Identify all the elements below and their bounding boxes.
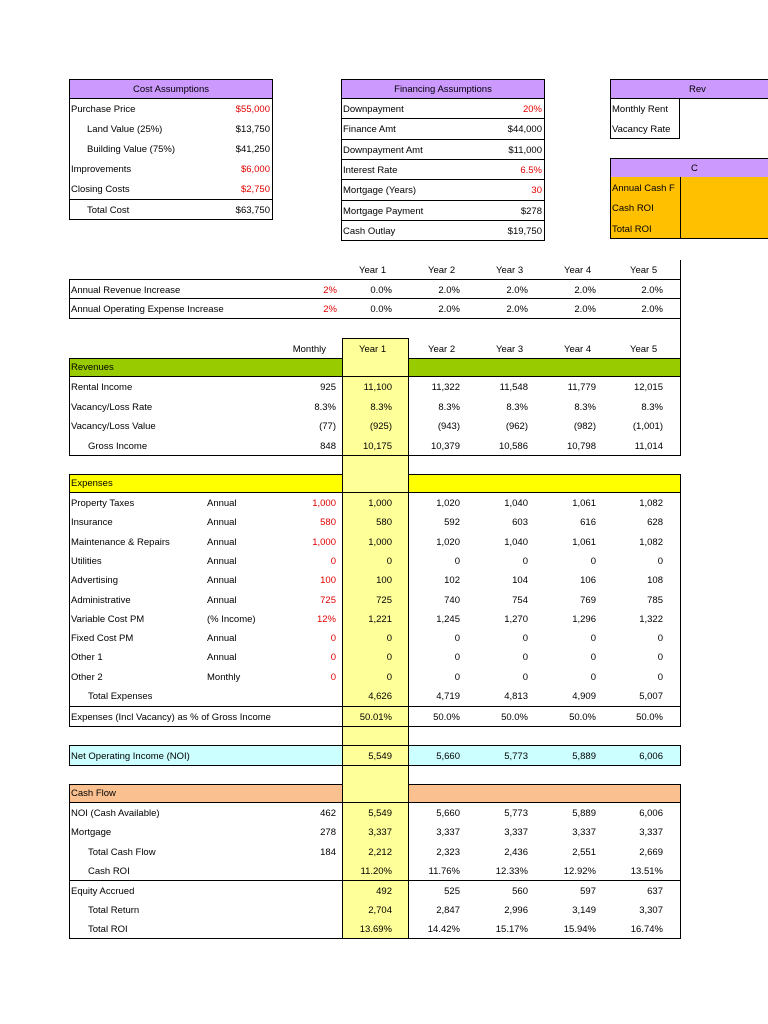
revenue-row-year-value: (982) [573, 421, 596, 432]
financing-row-value: 20% [522, 104, 542, 115]
expense-row-frequency: Monthly [207, 671, 241, 683]
expense-row-year-value: 1,000 [368, 536, 392, 548]
expense-row-input: 0 [330, 555, 336, 567]
revenue-assumptions-title: Rev [689, 84, 706, 95]
annual-cash-flow-label: Annual Cash F [612, 183, 675, 194]
cashflow-row-year-value: 492 [376, 885, 392, 897]
expense-row-input: 0 [330, 652, 336, 664]
revenue-row-monthly: 8.3% [314, 401, 336, 413]
expense-row-year-value: 0 [386, 671, 392, 683]
expense-row-year-value: 0 [522, 633, 528, 645]
cost-row-value: $2,750 [240, 184, 270, 195]
revenue-row-year-value: 11,322 [431, 382, 460, 393]
expense-row-input: 12% [316, 613, 336, 625]
revenue-row-year-value: 8.3% [574, 401, 596, 413]
revenue-row-year-value: 10,798 [566, 440, 596, 452]
expense-row-year-value: 0 [590, 671, 596, 683]
revenue-row-year-value: 11,100 [363, 382, 392, 393]
cashflow-row-year-value: 5,549 [368, 808, 392, 819]
increase-row-divider [69, 298, 681, 299]
expense-row-year-value: 1,296 [572, 613, 596, 625]
financing-row-value: 6.5% [520, 164, 542, 176]
cost-assumptions-header [69, 79, 273, 99]
main-year-header: Year 5 [630, 344, 658, 355]
cashflow-row-year-value: 2,669 [639, 846, 663, 858]
expense-pct-value: 50.0% [569, 712, 596, 723]
cashflow-row-year-value: 637 [647, 885, 663, 897]
expense-row-label: Administrative [71, 594, 131, 606]
cost-row-label: Improvements [71, 164, 132, 175]
total-expenses-value: 4,909 [572, 691, 596, 702]
cost-row-label: Land Value (25%) [87, 124, 163, 135]
cost-row-label: Purchase Price [71, 104, 136, 115]
increase-row-input: 2% [323, 304, 337, 315]
cash-summary-title: C [691, 163, 698, 174]
expense-row-year-value: 580 [376, 517, 392, 529]
expense-pct-value: 50.0% [501, 712, 528, 723]
cost-row-value: $6,000 [240, 164, 270, 175]
cashflow-row-label: Mortgage [71, 827, 112, 839]
financing-row-label: Finance Amt [343, 124, 396, 136]
increase-row-value: 2.0% [641, 304, 663, 315]
cashflow-row-year-value: 3,337 [368, 827, 392, 839]
financing-row-label: Cash Outlay [343, 225, 396, 237]
main-year-header: Year 2 [428, 344, 456, 355]
cashflow-row-year-value: 2,704 [368, 905, 392, 916]
cashflow-row-monthly: 462 [320, 808, 336, 819]
expense-row-input: 100 [320, 575, 336, 587]
revenue-row-year-value: 8.3% [370, 401, 392, 413]
expense-row-year-value: 0 [454, 633, 460, 645]
expense-row-year-value: 0 [657, 633, 663, 645]
increase-table-right-edge [680, 260, 681, 320]
cashflow-row-year-value: 5,660 [436, 808, 460, 819]
noi-value: 6,006 [639, 751, 663, 762]
revenue-row-year-value: (925) [369, 421, 392, 432]
noi-label: Net Operating Income (NOI) [71, 751, 190, 762]
expense-row-label: Other 2 [71, 671, 103, 683]
noi-value: 5,660 [436, 751, 460, 762]
increase-row-value: 2.0% [438, 285, 460, 296]
revenue-row-year-value: 10,586 [498, 440, 528, 452]
cashflow-row-year-value: 3,307 [639, 905, 663, 916]
expense-row-year-value: 603 [512, 517, 528, 529]
revenue-row-year-value: 10,175 [362, 440, 392, 452]
cashflow-row-year-value: 3,337 [572, 827, 596, 839]
expense-row-frequency: Annual [207, 594, 237, 606]
financing-row-value: $19,750 [507, 225, 542, 237]
expense-row-input: 1,000 [312, 498, 336, 509]
revenues-title: Revenues [71, 362, 114, 373]
revenue-row-label: Vacancy/Loss Rate [71, 401, 153, 413]
increase-year-header: Year 3 [496, 265, 524, 276]
expense-row-year-value: 0 [386, 652, 392, 664]
total-expenses-value: 4,813 [504, 691, 528, 702]
cash-roi-label: Cash ROI [612, 203, 654, 214]
expense-row-frequency: Annual [207, 575, 237, 587]
cashflow-row-year-value: 13.51% [630, 865, 663, 877]
cashflow-row-label: Equity Accrued [71, 885, 135, 897]
revenue-row-year-value: (1,001) [632, 421, 663, 432]
expense-row-input: 0 [330, 633, 336, 645]
cost-row-value: $13,750 [235, 124, 270, 135]
revenue-row-label: Gross Income [88, 440, 148, 452]
cashflow-row-label: NOI (Cash Available) [71, 808, 160, 819]
cash-summary-header [610, 158, 768, 178]
expense-row-year-value: 592 [444, 517, 460, 529]
expense-row-year-value: 769 [580, 594, 596, 606]
increase-row-input: 2% [323, 285, 337, 296]
noi-value: 5,549 [368, 751, 392, 762]
expenses-pct-divider [69, 706, 681, 707]
cashflow-row-label: Total ROI [88, 924, 128, 936]
increase-year-header: Year 1 [359, 265, 387, 276]
cashflow-row-year-value: 12.33% [495, 865, 528, 877]
expense-row-year-value: 0 [522, 555, 528, 567]
expense-row-label: Utilities [71, 555, 102, 567]
expense-row-year-value: 102 [444, 575, 460, 587]
financing-row-label: Downpayment Amt [343, 144, 423, 156]
revenue-row-monthly: 925 [320, 382, 336, 393]
noi-value: 5,889 [572, 751, 596, 762]
expense-row-input: 725 [320, 594, 336, 606]
expense-row-input: 580 [320, 517, 336, 529]
expense-row-year-value: 740 [444, 594, 460, 606]
increase-row-label: Annual Operating Expense Increase [71, 304, 224, 315]
cashflow-row-year-value: 2,551 [572, 846, 596, 858]
cashflow-row-year-value: 12.92% [563, 865, 596, 877]
revenue-row-monthly: (77) [319, 421, 336, 432]
expenses-title: Expenses [71, 478, 113, 489]
increase-year-header: Year 2 [428, 265, 456, 276]
revenue-row-year-value: 8.3% [438, 401, 460, 413]
cashflow-row-label: Total Return [88, 905, 140, 916]
financing-row-divider [341, 200, 545, 201]
cashflow-row-monthly: 278 [320, 827, 336, 839]
revenue-row-year-value: 8.3% [641, 401, 663, 413]
cashflow-row-year-value: 2,847 [436, 905, 460, 916]
expense-row-year-value: 1,040 [504, 536, 528, 548]
expense-row-year-value: 725 [376, 594, 392, 606]
expense-row-year-value: 1,082 [639, 498, 663, 509]
cashflow-divider [69, 880, 681, 881]
total-expenses-label: Total Expenses [88, 691, 153, 702]
expense-pct-value: 50.0% [636, 712, 663, 723]
cashflow-row-year-value: 2,212 [368, 846, 392, 858]
increase-row-value: 0.0% [370, 285, 392, 296]
expense-row-year-value: 1,270 [504, 613, 528, 625]
cashflow-row-label: Cash ROI [88, 865, 130, 877]
expense-row-year-value: 1,061 [572, 536, 596, 548]
expense-row-year-value: 100 [376, 575, 392, 587]
expense-row-year-value: 106 [580, 575, 596, 587]
cashflow-row-year-value: 6,006 [639, 808, 663, 819]
cashflow-row-year-value: 5,889 [572, 808, 596, 819]
expense-row-year-value: 1,040 [504, 498, 528, 509]
financing-row-value: 30 [531, 185, 542, 197]
cost-assumptions-box [69, 98, 273, 220]
total-expenses-value: 4,626 [368, 691, 392, 702]
expense-row-year-value: 0 [522, 652, 528, 664]
cashflow-row-year-value: 3,337 [436, 827, 460, 839]
financing-row-label: Mortgage Payment [343, 205, 424, 217]
cashflow-row-year-value: 14.42% [427, 924, 460, 936]
expense-row-label: Insurance [71, 517, 113, 529]
revenue-row-label: Vacancy/Loss Value [71, 421, 156, 432]
cost-row-label: Total Cost [87, 205, 130, 216]
expense-row-label: Maintenance & Repairs [71, 536, 170, 548]
cashflow-row-year-value: 15.17% [495, 924, 528, 936]
expense-row-input: 1,000 [312, 536, 336, 548]
revenue-row-year-value: 11,779 [567, 382, 596, 393]
cashflow-title: Cash Flow [71, 788, 116, 799]
increase-row-value: 2.0% [574, 285, 596, 296]
increase-row-value: 2.0% [506, 285, 528, 296]
revenue-row-year-value: 12,015 [633, 382, 663, 393]
expense-row-year-value: 785 [647, 594, 663, 606]
cashflow-row-year-value: 2,996 [504, 905, 528, 916]
revenue-row-label: Rental Income [71, 382, 133, 393]
expense-row-year-value: 1,020 [436, 498, 460, 509]
financing-row-label: Mortgage (Years) [343, 185, 417, 197]
cost-row-value: $55,000 [235, 104, 270, 115]
increase-year-header: Year 4 [564, 265, 592, 276]
cashflow-row-monthly: 184 [320, 846, 336, 858]
total-roi-label: Total ROI [612, 224, 652, 235]
increase-row-value: 0.0% [370, 304, 392, 315]
financing-row-label: Interest Rate [343, 164, 398, 176]
increase-row-value: 2.0% [438, 304, 460, 315]
cashflow-row-year-value: 2,436 [504, 846, 528, 858]
revenue-row-year-value: 11,548 [499, 382, 528, 393]
expense-pct-label: Expenses (Incl Vacancy) as % of Gross Income [71, 712, 271, 723]
total-expenses-value: 4,719 [436, 691, 460, 702]
expense-row-year-value: 1,020 [436, 536, 460, 548]
expense-row-input: 0 [330, 671, 336, 683]
cashflow-row-year-value: 560 [512, 885, 528, 897]
expense-row-label: Advertising [71, 575, 118, 587]
expense-row-year-value: 754 [512, 594, 528, 606]
expense-pct-value: 50.01% [359, 712, 392, 723]
expense-row-year-value: 0 [454, 652, 460, 664]
financing-row-value: $11,000 [508, 144, 542, 156]
cashflow-row-year-value: 3,337 [504, 827, 528, 839]
cost-assumptions-title: Cost Assumptions [132, 84, 210, 95]
revenue-row-year-value: 8.3% [506, 401, 528, 413]
main-year-header: Year 4 [564, 344, 592, 355]
financing-assumptions-title: Financing Assumptions [394, 84, 492, 95]
expense-row-year-value: 628 [647, 517, 663, 529]
expense-row-year-value: 0 [386, 633, 392, 645]
cost-row-label: Building Value (75%) [87, 144, 176, 155]
cost-row-label: Closing Costs [71, 184, 130, 195]
expense-pct-value: 50.0% [433, 712, 460, 723]
expense-row-frequency: Annual [207, 517, 237, 529]
cashflow-row-year-value: 13.69% [359, 924, 392, 936]
cashflow-row-year-value: 597 [580, 885, 596, 897]
vacancy-rate-label: Vacancy Rate [612, 124, 671, 135]
cash-summary-divider [680, 177, 681, 239]
expense-row-frequency: Annual [207, 555, 237, 567]
expense-row-year-value: 0 [590, 555, 596, 567]
expense-row-label: Other 1 [71, 652, 103, 664]
cashflow-row-label: Total Cash Flow [88, 846, 156, 858]
expense-row-year-value: 1,322 [639, 613, 663, 625]
expense-row-year-value: 0 [590, 652, 596, 664]
cost-row-value: $41,250 [235, 144, 270, 155]
expense-row-year-value: 0 [454, 671, 460, 683]
financing-row-label: Downpayment [343, 104, 404, 115]
revenue-assumptions-header [610, 79, 768, 99]
revenue-row-year-value: 10,379 [430, 440, 460, 452]
expense-row-label: Property Taxes [71, 498, 135, 509]
expense-row-year-value: 1,082 [639, 536, 663, 548]
financing-row-divider [341, 179, 545, 180]
increase-year-header: Year 5 [630, 265, 658, 276]
main-year-header: Year 1 [359, 344, 387, 355]
monthly-header: Monthly [292, 344, 326, 355]
expense-row-year-value: 0 [386, 555, 392, 567]
cashflow-row-year-value: 5,773 [504, 808, 528, 819]
cost-row-value: $63,750 [235, 205, 270, 216]
expense-row-year-value: 0 [657, 652, 663, 664]
financing-assumptions-header [341, 79, 545, 99]
expense-row-frequency: Annual [207, 633, 237, 645]
revenue-row-monthly: 848 [320, 440, 336, 452]
financing-row-divider [341, 220, 545, 221]
expense-row-year-value: 108 [647, 575, 663, 587]
cashflow-row-year-value: 15.94% [563, 924, 596, 936]
revenue-row-year-value: 11,014 [634, 440, 663, 452]
expense-row-year-value: 104 [512, 575, 528, 587]
financing-row-divider [341, 118, 545, 119]
expense-row-frequency: Annual [207, 498, 237, 509]
financing-row-value: $278 [520, 205, 542, 217]
increase-row-value: 2.0% [574, 304, 596, 315]
expense-row-frequency: (% Income) [207, 613, 256, 625]
revenue-row-year-value: (943) [437, 421, 460, 432]
noi-value: 5,773 [504, 751, 528, 762]
expense-row-year-value: 1,061 [572, 498, 596, 509]
expense-row-year-value: 1,245 [436, 613, 460, 625]
financing-row-divider [341, 159, 545, 160]
revenues-band-year1 [342, 358, 409, 377]
increase-row-value: 2.0% [506, 304, 528, 315]
cashflow-band-year1 [342, 784, 409, 803]
main-year-header: Year 3 [496, 344, 524, 355]
expense-row-year-value: 1,000 [368, 498, 392, 509]
expense-row-frequency: Annual [207, 652, 237, 664]
cashflow-row-year-value: 3,149 [572, 905, 596, 916]
expense-row-label: Variable Cost PM [71, 613, 145, 625]
expense-row-year-value: 1,221 [368, 613, 392, 625]
cashflow-row-year-value: 11.20% [360, 865, 392, 877]
expense-row-year-value: 0 [522, 671, 528, 683]
cashflow-row-year-value: 3,337 [639, 827, 663, 839]
revenue-row-year-value: (962) [505, 421, 528, 432]
increase-row-label: Annual Revenue Increase [71, 285, 181, 296]
expense-row-year-value: 0 [657, 555, 663, 567]
expense-row-year-value: 0 [454, 555, 460, 567]
cashflow-row-year-value: 2,323 [436, 846, 460, 858]
expenses-band-year1 [342, 474, 409, 493]
expense-row-year-value: 0 [657, 671, 663, 683]
increase-row-value: 2.0% [641, 285, 663, 296]
monthly-rent-label: Monthly Rent [612, 104, 668, 115]
cashflow-row-year-value: 525 [444, 885, 460, 897]
cost-total-divider [69, 199, 273, 200]
total-expenses-value: 5,007 [639, 691, 663, 702]
financing-row-divider [341, 139, 545, 140]
expense-row-frequency: Annual [207, 536, 237, 548]
expense-row-year-value: 616 [580, 517, 596, 529]
expense-row-label: Fixed Cost PM [71, 633, 134, 645]
financing-row-value: $44,000 [507, 124, 542, 136]
cashflow-row-year-value: 16.74% [630, 924, 663, 936]
expense-row-year-value: 0 [590, 633, 596, 645]
cashflow-row-year-value: 11.76% [428, 865, 460, 877]
